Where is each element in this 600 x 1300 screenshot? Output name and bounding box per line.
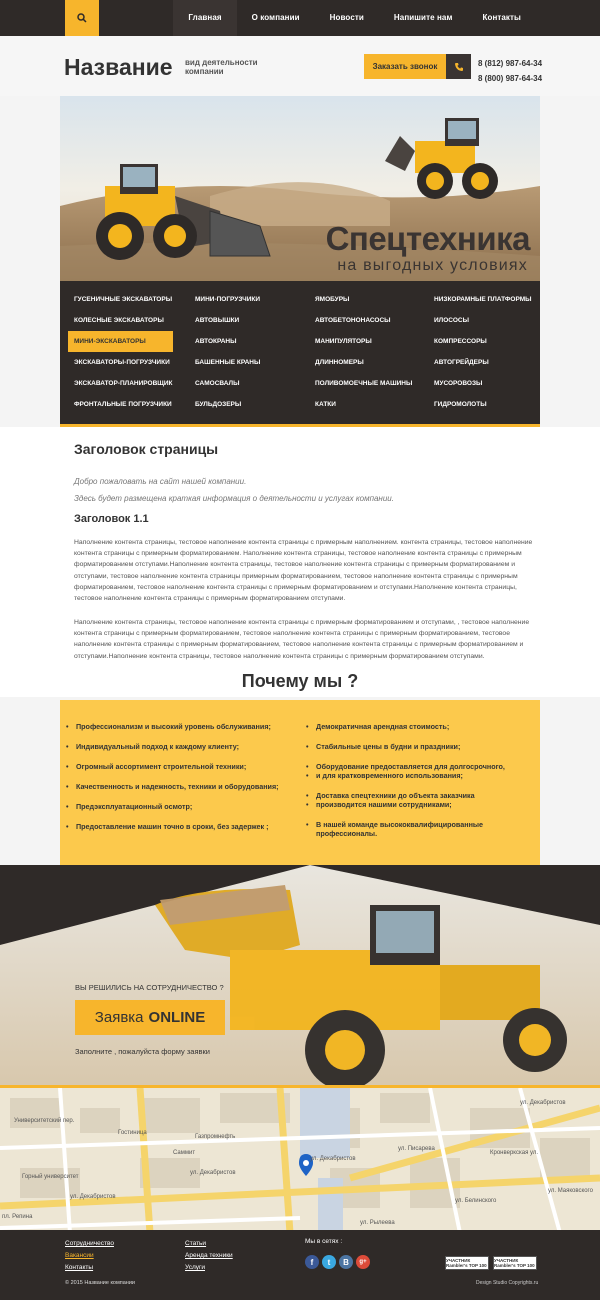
footer-column-2 — [185, 1238, 233, 1274]
search-icon — [77, 13, 87, 23]
why-item-continued: • производится нашими сотрудниками; — [302, 800, 537, 809]
catalog-item[interactable]: ЯМОБУРЫ — [315, 296, 350, 303]
catalog-item[interactable]: НИЗКОРАМНЫЕ ПЛАТФОРМЫ — [434, 296, 532, 303]
why-item: • Профессионализм и высокий уровень обслуживания; — [62, 722, 292, 731]
catalog-item[interactable]: БУЛЬДОЗЕРЫ — [195, 401, 242, 408]
hero-title: Спецтехника — [325, 220, 530, 257]
catalog-item[interactable]: АВТОБЕТОНОНАСОСЫ — [315, 317, 391, 324]
nav-about[interactable]: О компании — [251, 13, 300, 22]
map-label: ул. Декабристов — [70, 1194, 116, 1200]
why-item: • Предэксплуатационный осмотр; — [62, 802, 292, 811]
paragraph-2: Наполнение контента страницы, тестовое наполнение контента страницы с примерным форматированием и отступами, , тестовое наполнение контента страницы с примерным форматированием, тестовое наполнение контента страницы с примерным форматированием, тестовое наполнение контента страницы с примерным форматированием, тестовое наполнение контента страницы с примерным форматированием и отступами.Наполнение контента страницы, тестовое наполнение контента страницы с примерным форматированием отступами. — [74, 619, 530, 660]
catalog-item[interactable]: АВТОКРАНЫ — [195, 338, 237, 345]
catalog-item[interactable]: ЭКСКАВАТОРЫ-ПОГРУЗЧИКИ — [74, 359, 170, 366]
footer-link[interactable]: Услуги — [185, 1264, 205, 1271]
map-label: ул. Декабристов — [190, 1170, 236, 1176]
rambler-counter[interactable]: УЧАСТНИК Rambler's TOP 100 — [445, 1256, 489, 1270]
logo[interactable]: Название — [64, 54, 173, 80]
phone-numbers — [478, 56, 542, 86]
why-us-title: Почему мы ? — [241, 671, 359, 691]
map-label: ул. Декабристов — [520, 1100, 566, 1106]
footer-link-active[interactable]: Вакансии — [65, 1252, 94, 1259]
footer-column-1 — [65, 1238, 114, 1274]
footer-link[interactable]: Аренда техники — [185, 1252, 233, 1259]
catalog-column-4 — [428, 289, 532, 415]
banner-question: ВЫ РЕШИЛИСЬ НА СОТРУДНИЧЕСТВО ? — [75, 983, 224, 992]
why-us-right-list — [302, 722, 537, 849]
online-request-banner — [0, 865, 600, 1085]
map-label: ул. Белинского — [455, 1198, 497, 1204]
map-label: Университетский пер. — [14, 1118, 75, 1124]
catalog-item[interactable]: ФРОНТАЛЬНЫЕ ПОГРУЗЧИКИ — [74, 401, 172, 408]
why-item-continued: • и для кратковременного использования; — [302, 771, 537, 780]
top-navigation — [0, 0, 600, 36]
map-label: Горный университет — [22, 1174, 79, 1180]
map-image — [0, 1088, 600, 1230]
intro-text — [74, 473, 394, 507]
catalog-item[interactable]: КОМПРЕССОРЫ — [434, 338, 487, 345]
map-label: ул. Писарева — [398, 1146, 435, 1152]
catalog-menu — [60, 281, 540, 427]
hero-subtitle: на выгодных условиях — [337, 257, 528, 274]
footer-link[interactable]: Контакты — [65, 1264, 94, 1271]
catalog-item[interactable]: МУСОРОВОЗЫ — [434, 380, 483, 387]
nav-home[interactable]: Главная — [173, 0, 236, 36]
why-item: • Огромный ассортимент строительной техники; — [62, 762, 292, 771]
vkontakte-icon[interactable]: B — [339, 1255, 353, 1269]
paragraph-1: Наполнение контента страницы, тестовое наполнение контента страницы с примерным наполнением. контента страницы, тестовое наполнение контента страницы с примерным форматированием. Наполнение контента страницы, тестовое наполнение контента страницы с примерным форматированием отступами.Наполнение контента страницы, тестовое наполнение контента страницы с примерным форматированием и отступами, тестовое наполнение контента страницы примерным форматированием, тестовое наполнение контента страницы с примерным форматированием, тестовое наполнение контента страницы с примерным форматированием и отступами.Наполнение контента страницы, тестовое наполнение контента страницы с примерным форматированием отступами. — [74, 539, 533, 603]
counters — [445, 1256, 537, 1270]
phone-icon — [454, 62, 464, 72]
why-item: • Доставка спецтехники до объекта заказчика — [302, 791, 537, 800]
map-label: пл. Репина — [2, 1214, 33, 1220]
catalog-item[interactable]: МИНИ-ПОГРУЗЧИКИ — [195, 296, 261, 303]
online-request-label: Заявка — [94, 1009, 144, 1026]
main-nav — [173, 0, 536, 36]
why-item: • Демократичная арендная стоимость; — [302, 722, 537, 731]
order-call-button[interactable]: Заказать звонок — [364, 54, 446, 79]
banner-note: Заполните , пожалуйста форму заявки — [75, 1047, 210, 1056]
rambler-counter[interactable]: УЧАСТНИК Rambler's TOP 100 — [493, 1256, 537, 1270]
catalog-item[interactable]: БАШЕННЫЕ КРАНЫ — [195, 359, 261, 366]
tagline: вид деятельности компании — [185, 58, 258, 76]
page-title: Заголовок страницы — [74, 441, 219, 457]
map-label: ул. Маяковского — [548, 1188, 593, 1194]
twitter-icon[interactable]: t — [322, 1255, 336, 1269]
catalog-item[interactable]: ГИДРОМОЛОТЫ — [434, 401, 487, 408]
header — [0, 36, 600, 96]
catalog-item-active[interactable]: МИНИ-ЭКСКАВАТОРЫ — [68, 331, 173, 352]
footer-link[interactable]: Статьи — [185, 1240, 207, 1247]
why-us-left-list — [62, 722, 292, 842]
phone-1: 8 (812) 987-64-34 — [478, 59, 543, 68]
catalog-item[interactable]: ПОЛИВОМОЕЧНЫЕ МАШИНЫ — [315, 380, 413, 387]
nav-write-us[interactable]: Напишите нам — [393, 13, 453, 22]
map-label: ул. Декабристов — [310, 1156, 356, 1162]
why-item: • Оборудование предоставляется для долгосрочного, — [302, 762, 537, 771]
google-plus-icon[interactable]: g+ — [356, 1255, 370, 1269]
facebook-icon[interactable]: f — [305, 1255, 319, 1269]
catalog-item[interactable]: ИЛОСОСЫ — [434, 317, 469, 324]
nav-news[interactable]: Новости — [329, 13, 364, 22]
catalog-item[interactable]: ГУСЕНИЧНЫЕ ЭКСКАВАТОРЫ — [74, 296, 173, 303]
catalog-item[interactable]: ЭКСКАВАТОР-ПЛАНИРОВЩИК — [74, 380, 173, 387]
search-button[interactable] — [65, 0, 99, 36]
why-item: • Индивидуальный подход к каждому клиенту; — [62, 742, 292, 751]
why-item: • В нашей команде высококвалифицированные профессионалы. — [302, 820, 537, 838]
footer — [0, 1230, 600, 1300]
phone-2: 8 (800) 987-64-34 — [478, 74, 543, 83]
why-us-box — [60, 700, 540, 865]
social-title: Мы в сетях : — [305, 1238, 343, 1245]
why-item: • Качественность и надежность, техники и оборудования; — [62, 782, 292, 791]
map-label: Газпромнефть — [195, 1134, 236, 1140]
design-studio-link[interactable]: Design Studio Copyrights.ru — [476, 1280, 539, 1286]
intro-line-2: Здесь будет размещена краткая информация о деятельности и услугах компании. — [74, 494, 394, 503]
map-label: ул. Рылеева — [360, 1220, 395, 1226]
social-links — [305, 1255, 370, 1269]
online-request-button[interactable] — [75, 1000, 225, 1035]
catalog-item[interactable]: ДЛИННОМЕРЫ — [315, 359, 364, 366]
catalog-column-3 — [309, 289, 412, 415]
online-request-label-bold: ONLINE — [148, 1009, 206, 1026]
catalog-item[interactable]: АВТОВЫШКИ — [195, 317, 240, 324]
catalog-item[interactable]: САМОСВАЛЫ — [195, 380, 240, 387]
phone-button[interactable] — [446, 54, 471, 79]
map-label: Саммит — [173, 1150, 196, 1156]
catalog-item[interactable]: КАТКИ — [315, 401, 336, 408]
catalog-item[interactable]: МАНИПУЛЯТОРЫ — [315, 338, 372, 345]
map-label: Гостиница — [118, 1130, 147, 1136]
catalog-item[interactable]: АВТОГРЕЙДЕРЫ — [434, 359, 489, 366]
intro-line-1: Добро пожаловать на сайт нашей компании. — [74, 477, 247, 486]
catalog-column-1 — [68, 289, 173, 415]
catalog-column-2 — [189, 289, 260, 415]
section-title: Заголовок 1.1 — [74, 513, 149, 525]
catalog-item[interactable]: КОЛЕСНЫЕ ЭКСКАВАТОРЫ — [74, 317, 164, 324]
location-map[interactable] — [0, 1085, 600, 1230]
map-label: Кронверкская ул. — [490, 1150, 539, 1156]
nav-contacts[interactable]: Контакты — [482, 13, 521, 22]
why-item: • Предоставление машин точно в сроки, без задержек ; — [62, 822, 292, 831]
why-item: • Стабильные цены в будни и праздники; — [302, 742, 537, 751]
footer-link[interactable]: Сотрудничество — [65, 1240, 114, 1247]
hero-banner — [60, 96, 540, 281]
main-content — [0, 427, 600, 697]
copyright: © 2015 Название компании — [65, 1280, 135, 1286]
